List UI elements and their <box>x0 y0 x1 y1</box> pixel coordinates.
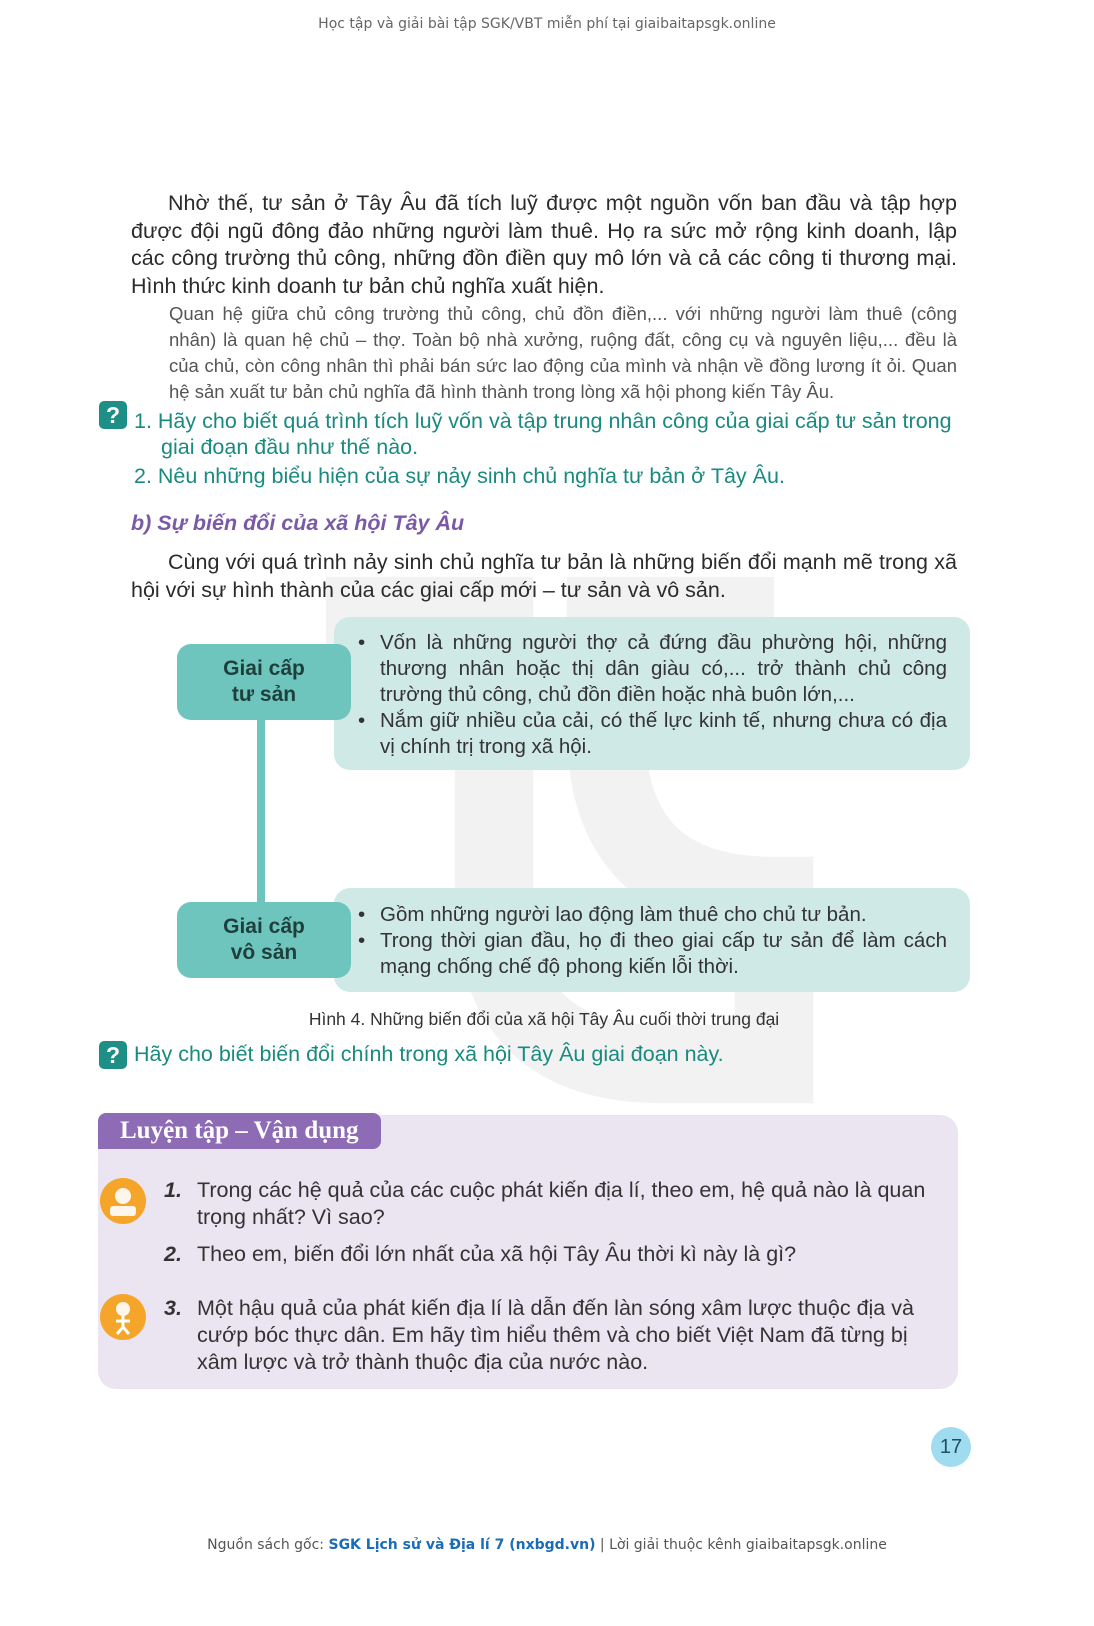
diagram-connector-line <box>257 700 265 932</box>
practice-item-2-number: 2. <box>164 1242 182 1266</box>
proletariat-label-line2: vô sản <box>230 941 298 964</box>
page-number: 17 <box>931 1427 971 1467</box>
practice-item-3-number: 3. <box>164 1296 182 1320</box>
proletariat-label-line1: Giai cấp <box>223 915 305 938</box>
practice-item-3-text: Một hậu quả của phát kiến địa lí là dẫn đến làn sóng xâm lược thuộc địa và cướp bóc thực dân. Em hãy tìm hiểu thêm và cho biết Việt Nam đã từng bị xâm lược và trở thành thuộc địa của nước nào. <box>197 1296 914 1374</box>
question-2: 2. Nêu những biểu hiện của sự nảy sinh chủ nghĩa tư bản ở Tây Âu. <box>134 464 785 488</box>
bourgeoisie-bullet-1: • Vốn là những người thợ cả đứng đầu phường hội, những thương nhân hoặc thị dân giàu có,... trở thành chủ công trường thủ công, chủ đồn điền hoặc nhà buôn lớn,... <box>356 630 947 708</box>
practice-item-2 <box>164 1241 926 1268</box>
footer-suffix: | Lời giải thuộc kênh giaibaitapsgk.online <box>595 1537 887 1553</box>
page-footer <box>0 1537 1094 1553</box>
practice-item-1-number: 1. <box>164 1178 182 1202</box>
quote-paragraph: Quan hệ giữa chủ công trường thủ công, chủ đồn điền,... với những người làm thuê (công nhân) là quan hệ chủ – thợ. Toàn bộ nhà xưởng, ruộng đất, công cụ và nguyên liệu,... đều là của chủ, còn công nhân thì phải bán sức lao động của mình và nhận về đồng lương ít ỏi. Quan hệ sản xuất tư bản chủ nghĩa đã hình thành trong lòng xã hội phong kiến Tây Âu. <box>169 303 957 402</box>
footer-prefix: Nguồn sách gốc: <box>207 1537 329 1553</box>
bourgeoisie-label-line1: Giai cấp <box>223 657 305 680</box>
section-b-heading: b) Sự biến đổi của xã hội Tây Âu <box>131 511 465 535</box>
proletariat-box <box>177 902 351 978</box>
page-header: Học tập và giải bài tập SGK/VBT miễn phí tại giaibaitapsgk.online <box>318 16 776 32</box>
student-running-icon <box>100 1294 146 1340</box>
practice-item-1-text: Trong các hệ quả của các cuộc phát kiến địa lí, theo em, hệ quả nào là quan trọng nhất? Vì sao? <box>197 1178 926 1229</box>
question-3: Hãy cho biết biến đổi chính trong xã hội Tây Âu giai đoạn này. <box>134 1042 724 1066</box>
proletariat-bullet-2: • Trong thời gian đầu, họ đi theo giai cấp tư sản để làm cách mạng chống chế độ phong kiến lỗi thời. <box>356 928 947 980</box>
practice-item-2-text: Theo em, biến đổi lớn nhất của xã hội Tây Âu thời kì này là gì? <box>197 1242 797 1266</box>
figure-caption: Hình 4. Những biến đổi của xã hội Tây Âu cuối thời trung đại <box>308 1009 780 1029</box>
proletariat-bullets <box>356 902 947 980</box>
student-reading-icon <box>100 1178 146 1224</box>
intro-paragraph: Nhờ thế, tư sản ở Tây Âu đã tích luỹ được một nguồn vốn ban đầu và tập hợp được đội ngũ đông đảo những người làm thuê. Họ ra sức mở rộng kinh doanh, lập các công trường thủ công, những đồn điền quy mô lớn và cả các công ti thương mại. Hình thức kinh doanh tư bản chủ nghĩa xuất hiện. <box>131 191 957 298</box>
question-icon: ? <box>99 401 127 429</box>
section-b-paragraph: Cùng với quá trình nảy sinh chủ nghĩa tư bản là những biến đổi mạnh mẽ trong xã hội với sự hình thành của các giai cấp mới – tư sản và vô sản. <box>131 550 957 602</box>
practice-item-3 <box>164 1295 926 1376</box>
footer-source-link[interactable]: SGK Lịch sử và Địa lí 7 (nxbgd.vn) <box>328 1537 596 1553</box>
bourgeoisie-bullet-2: • Nắm giữ nhiều của cải, có thế lực kinh tế, nhưng chưa có địa vị chính trị trong xã hội. <box>356 708 947 760</box>
question-1: 1. Hãy cho biết quá trình tích luỹ vốn và tập trung nhân công của giai cấp tư sản trong giai đoạn đầu như thế nào. <box>134 409 952 459</box>
bourgeoisie-label-line2: tư sản <box>231 683 297 706</box>
bourgeoisie-bullets <box>356 630 947 760</box>
proletariat-bullet-1: • Gồm những người lao động làm thuê cho chủ tư bản. <box>356 902 947 928</box>
practice-item-1 <box>164 1177 926 1231</box>
practice-title: Luyện tập – Vận dụng <box>98 1113 381 1149</box>
question-icon-2: ? <box>99 1041 127 1069</box>
bourgeoisie-box <box>177 644 351 720</box>
